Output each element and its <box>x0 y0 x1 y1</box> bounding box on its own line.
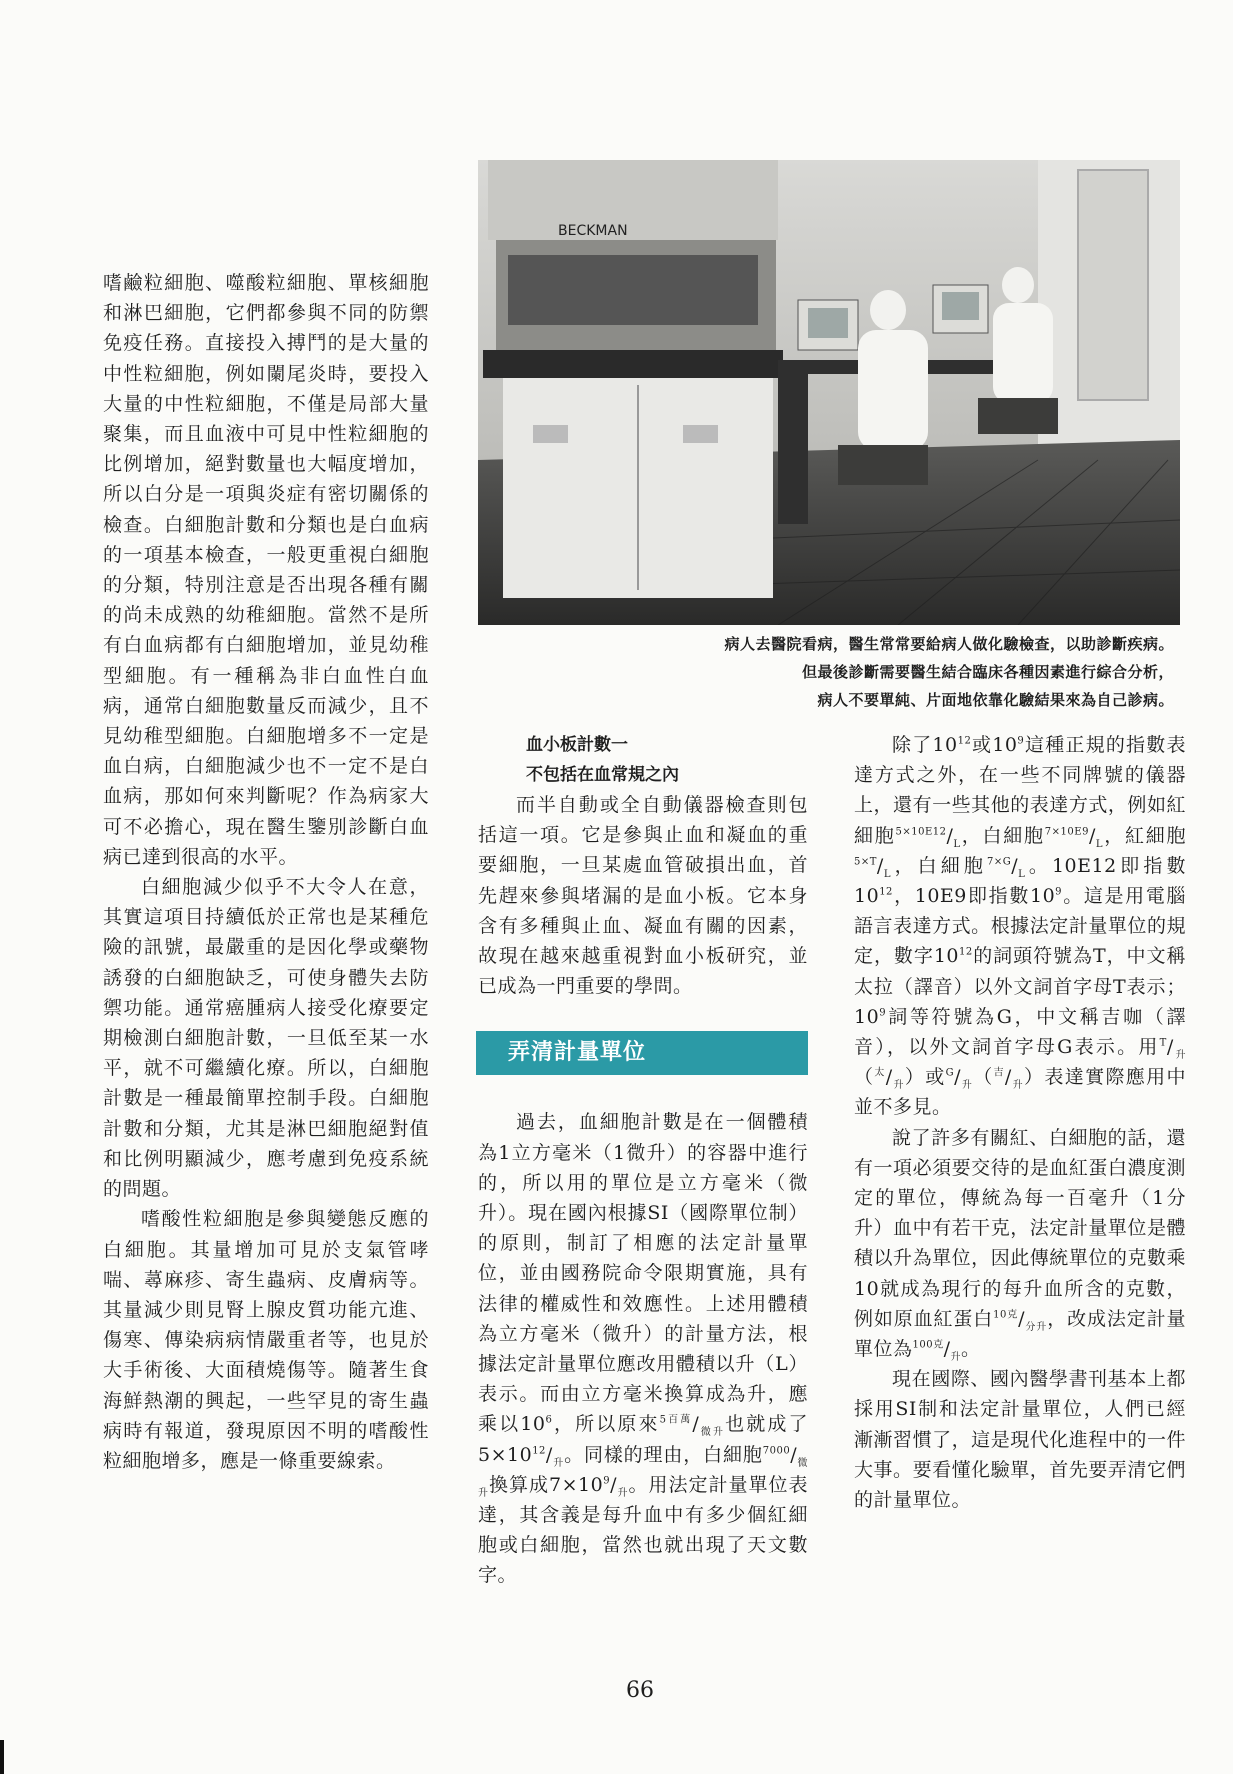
paragraph-units: 過去，血細胞計數是在一個體積為1立方毫米（1微升）的容器中進行的，所以用的單位是立方毫米（微升）。現在國內根據SI（國際單位制）的原則，制訂了相應的法定計量單位，並由國務院命令限期實施，具有法律的權威性和效應性。上述用體積為立方毫米（微升）的計量方法，根據法定計量單位應改用體積以升（L）表示。而由立方毫米換算成為升，應乘以$10^6$，所以原來$^{5百萬}/_{微升}$也就成了$5\times 10^{12}/_升$。同樣的理由，白細胞$^{7000}/_{微升}$換算成$7\times 10^9/_升$。用法定計量單位表達，其含義是每升血中有多少個紅細胞或白細胞，當然也就出現了天文數字。 <box>478 1111 809 1587</box>
lab-scene-image <box>478 160 1180 625</box>
page-number: 66 <box>626 1678 654 1703</box>
caption-line: 病人不要單純、片面地依靠化驗結果來為自己診病。 <box>817 691 1174 709</box>
paragraph-platelets: 而半自動或全自動儀器檢查則包括這一項。它是參與止血和凝血的重要細胞，一旦某處血管破損出血，首先趕來參與堵漏的是血小板。它本身含有多種與止血、凝血有關的因素，故現在越來越重視對血小板研究，並已成為一門重要的學問。 <box>478 794 808 998</box>
column-middle <box>478 730 808 1591</box>
subhead-platelet-line2: 不包括在血常規之內 <box>526 765 679 785</box>
paragraph-eosinophils: 嗜酸性粒細胞是參與變態反應的白細胞。其量增加可見於支氣管哮喘、蕁麻疹、寄生蟲病、皮膚病等。其量減少則見腎上腺皮質功能亢進、傷寒、傳染病病情嚴重者等，也見於大手術後、大面積燒傷等。隨著生食海鮮熱潮的興起，一些罕見的寄生蟲病時有報道，發現原因不明的嗜酸性粒細胞增多，應是一條重要線索。 <box>103 1208 429 1472</box>
column-left <box>103 268 429 1476</box>
lab-photo <box>478 160 1180 625</box>
caption-line: 但最後診斷需要醫生結合臨床各種因素進行綜合分析， <box>801 663 1174 681</box>
paragraph-conclusion: 現在國際、國內醫學書刊基本上都採用SI制和法定計量單位，人們已經漸漸習慣了，這是現代化進程中的一件大事。要看懂化驗單，首先要弄清它們的計量單位。 <box>854 1368 1186 1512</box>
column-right <box>854 730 1186 1515</box>
caption-line: 病人去醫院看病，醫生常常要給病人做化驗檢查，以助診斷疾病。 <box>724 635 1174 653</box>
paragraph-leukopenia: 白細胞減少似乎不大令人在意，其實這項目持續低於正常也是某種危險的訊號，最嚴重的是因化學或藥物誘發的白細胞缺乏，可使身體失去防禦功能。通常癌腫病人接受化療要定期檢測白細胞計數，一旦低至某一水平，就不可繼續化療。所以，白細胞計數是一種最簡單控制手段。白細胞計數和分類，尤其是淋巴細胞絕對值和比例明顯減少，應考慮到免疫系統的問題。 <box>103 876 429 1201</box>
paragraph-white-cells: 嗜鹼粒細胞、噬酸粒細胞、單核細胞和淋巴細胞，它們都參與不同的防禦免疫任務。直接投入搏鬥的是大量的中性粒細胞，例如闌尾炎時，要投入大量的中性粒細胞，不僅是局部大量聚集，而且血液中可見中性粒細胞的比例增加，絕對數量也大幅度增加，所以白分是一項與炎症有密切關係的檢查。白細胞計數和分類也是白血病的一項基本檢查，一般更重視白細胞的分類，特別注意是否出現各種有關的尚未成熟的幼稚細胞。當然不是所有白血病都有白細胞增加，並見幼稚型細胞。有一種稱為非白血性白血病，通常白細胞數量反而減少，且不見幼稚型細胞。白細胞增多不一定是血白病，白細胞減少也不一定不是白血病，那如何來判斷呢？作為病家大可不必擔心，現在醫生鑒別診斷白血病已達到很高的水平。 <box>103 272 429 868</box>
crop-mark <box>0 1740 4 1774</box>
paragraph-notation: 除了$10^{12}$或$10^9$這種正規的指數表達方式之外，在一些不同牌號的儀器上，還有一些其他的表達方式，例如紅細胞$^{5\times 10E12}/_L$，白細胞$^{7\times 10E9}/_L$，紅細胞$^{5\times T}/_L$，白細胞$^{7\times G}/_L$。10E12即指數$10^{12}$，10E9即指數$10^9$。這是用電腦語言表達方式。根據法定計量單位的規定，數字$10^{12}$的詞頭符號為T，中文稱太拉（譯音）以外文詞首字母T表示；$10^9$詞等符號為G，中文稱吉咖（譯音），以外文詞首字母G表示。用$^T/_升(^太/_升)$或$^G/_升(^吉/_升)$表達實際應用中並不多見。 <box>854 734 1187 1119</box>
paragraph-hemoglobin: 說了許多有關紅、白細胞的話，還有一項必須要交待的是血紅蛋白濃度測定的單位，傳統為每一百毫升（1分升）血中有若干克，法定計量單位是體積以升為單位，因此傳統單位的克數乘10就成為現行的每升血所含的克數，例如原血紅蛋白$^{10克}/_{分升}$，改成法定計量單位為$^{100克}/_升$。 <box>854 1126 1186 1363</box>
photo-caption <box>560 630 1174 714</box>
subhead-platelet-line1: 血小板計數一 <box>526 735 628 755</box>
machine-brand-label: BECKMAN <box>558 223 628 239</box>
section-title-units: 弄清計量單位 <box>476 1031 808 1075</box>
